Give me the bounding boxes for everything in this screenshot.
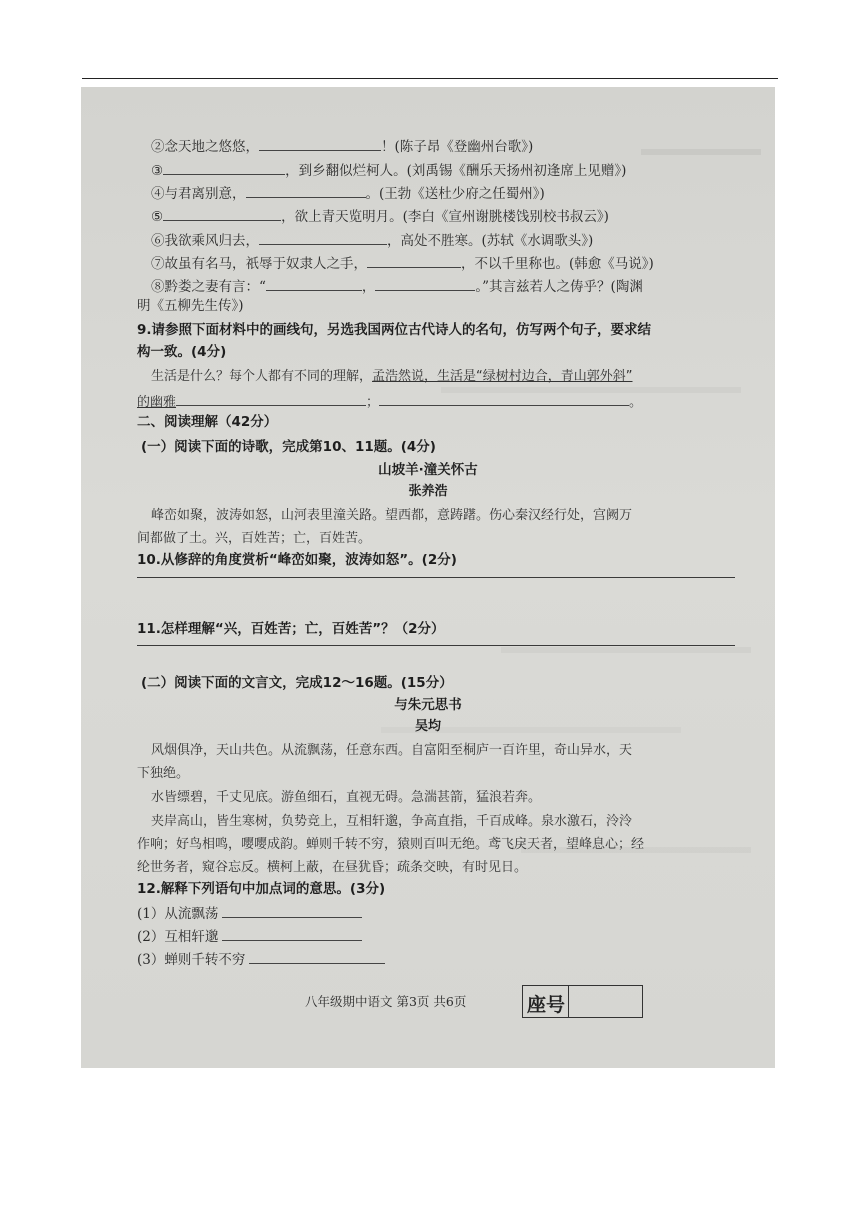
- fill-in-line-8: [151, 276, 735, 296]
- poem-line-2: 间都做了土。兴，百姓苦；亡，百姓苦。: [137, 531, 372, 546]
- answer-blank[interactable]: [367, 253, 461, 268]
- line-text: ⑦故虽有名马，祇辱于奴隶人之手，: [151, 256, 367, 272]
- prose-line-3: 水皆缥碧，千丈见底。游鱼细石，直视无碍。急湍甚箭，猛浪若奔。: [151, 790, 542, 805]
- question-12-item-1: [137, 903, 735, 923]
- prose-author: 吴均: [414, 719, 441, 734]
- question-10: 10.从修辞的角度赏析“峰峦如聚，波涛如怒”。(2分): [137, 552, 457, 568]
- line-text: ⑤: [151, 209, 164, 225]
- answer-blank[interactable]: [222, 926, 362, 941]
- line-text: ，: [361, 279, 376, 295]
- answer-line[interactable]: [137, 577, 735, 578]
- line-text: ，不以千里称也。(韩愈《马说》): [461, 256, 654, 272]
- answer-blank[interactable]: [379, 391, 629, 406]
- prose-line-6: 纶世务者，窥谷忘反。横柯上蔽，在昼犹昏；疏条交映，有时见日。: [137, 860, 528, 875]
- answer-blank[interactable]: [259, 136, 381, 151]
- line-text: ③: [151, 163, 164, 179]
- question-9-material: [151, 368, 735, 386]
- fill-in-line-8-cont: 明《五柳先生传》): [137, 298, 244, 314]
- material-text: 生活是什么？每个人都有不同的理解，: [151, 369, 373, 384]
- line-end: 。: [629, 395, 643, 410]
- subsection-1-heading: (一）阅读下面的诗歌，完成第10、11题。(4分): [141, 439, 436, 455]
- seat-label: 座号: [527, 994, 566, 1016]
- subsection-2-heading: (二）阅读下面的文言文，完成12～16题。(15分）: [141, 675, 453, 691]
- line-text: ！(陈子昂《登幽州台歌》): [381, 139, 534, 155]
- prose-line-2: 下独绝。: [137, 766, 190, 781]
- question-9-cont: 构一致。(4分): [137, 344, 227, 360]
- answer-blank[interactable]: [163, 206, 281, 221]
- answer-blank[interactable]: [266, 276, 362, 291]
- header-rule: [82, 78, 778, 79]
- poem-title: 山坡羊·潼关怀古: [378, 462, 478, 478]
- answer-blank[interactable]: [259, 230, 387, 245]
- fill-in-line-5: [151, 206, 735, 226]
- line-text: 。”其言兹若人之俦乎？(陶渊: [475, 279, 643, 295]
- fill-in-line-7: [151, 253, 735, 273]
- line-text: ⑧黔娄之妻有言：“: [151, 279, 266, 295]
- item-text: (3）蝉则千转不穷: [137, 952, 246, 968]
- answer-blank[interactable]: [375, 276, 475, 291]
- seat-number-box: [522, 985, 643, 1018]
- prose-title: 与朱元思书: [394, 697, 462, 713]
- question-12: 12.解释下列语句中加点词的意思。(3分): [137, 881, 386, 897]
- answer-blank[interactable]: [222, 903, 362, 918]
- line-text: ，欲上青天览明月。(李白《宣州谢朓楼饯别校书叔云》): [281, 209, 609, 225]
- item-text: (2）互相轩邈: [137, 929, 219, 945]
- line-text: 。(王勃《送杜少府之任蜀州》): [365, 186, 545, 202]
- seat-divider: [568, 986, 569, 1017]
- poem-author: 张养浩: [408, 484, 448, 499]
- prose-line-1: 风烟俱净，天山共色。从流飘荡，任意东西。自富阳至桐庐一百许里，奇山异水，天: [151, 743, 633, 758]
- bleed-through-mark: [501, 647, 751, 661]
- prose-line-4: 夹岸高山，皆生寒树，负势竞上，互相轩邈，争高直指，千百成峰。泉水激石，泠泠: [151, 814, 633, 829]
- fill-in-line-3: [151, 160, 735, 180]
- line-text: ，到乡翻似烂柯人。(刘禹锡《酬乐天扬州初逢席上见赠》): [285, 163, 627, 179]
- page-footer: 八年级期中语文 第3页 共6页: [305, 994, 467, 1009]
- question-9: 9.请参照下面材料中的画线句，另选我国两位古代诗人的名句，仿写两个句子，要求结: [137, 322, 652, 338]
- line-text: ⑥我欲乘风归去，: [151, 233, 259, 249]
- fill-in-line-4: [151, 183, 735, 203]
- question-9-answer-line: [137, 391, 735, 412]
- line-text: ④与君离别意，: [151, 186, 246, 202]
- exam-page-photo: [81, 87, 775, 1068]
- section-heading: 二、阅读理解（42分）: [137, 414, 278, 430]
- answer-line[interactable]: [137, 645, 735, 646]
- underlined-sentence: 孟浩然说，生活是“绿树村边合，青山郭外斜”: [372, 369, 633, 384]
- fill-in-line-2: [151, 136, 735, 156]
- question-12-item-3: [137, 949, 735, 969]
- separator: ；: [366, 395, 380, 410]
- underlined-sentence: 的幽雅: [137, 395, 177, 410]
- fill-in-line-6: [151, 230, 735, 250]
- answer-blank[interactable]: [249, 949, 385, 964]
- answer-blank[interactable]: [176, 391, 366, 406]
- question-12-item-2: [137, 926, 735, 946]
- question-11: 11.怎样理解“兴，百姓苦；亡，百姓苦”？（2分）: [137, 621, 445, 637]
- answer-blank[interactable]: [163, 160, 285, 175]
- line-text: ，高处不胜寒。(苏轼《水调歌头》): [387, 233, 594, 249]
- poem-line-1: 峰峦如聚，波涛如怒，山河表里潼关路。望西都，意踌躇。伤心秦汉经行处，宫阙万: [151, 508, 633, 523]
- line-text: ②念天地之悠悠，: [151, 139, 259, 155]
- prose-line-5: 作响；好鸟相鸣，嘤嘤成韵。蝉则千转不穷，猿则百叫无绝。鸢飞戾天者，望峰息心；经: [137, 837, 645, 852]
- answer-blank[interactable]: [246, 183, 366, 198]
- item-text: (1）从流飘荡: [137, 906, 219, 922]
